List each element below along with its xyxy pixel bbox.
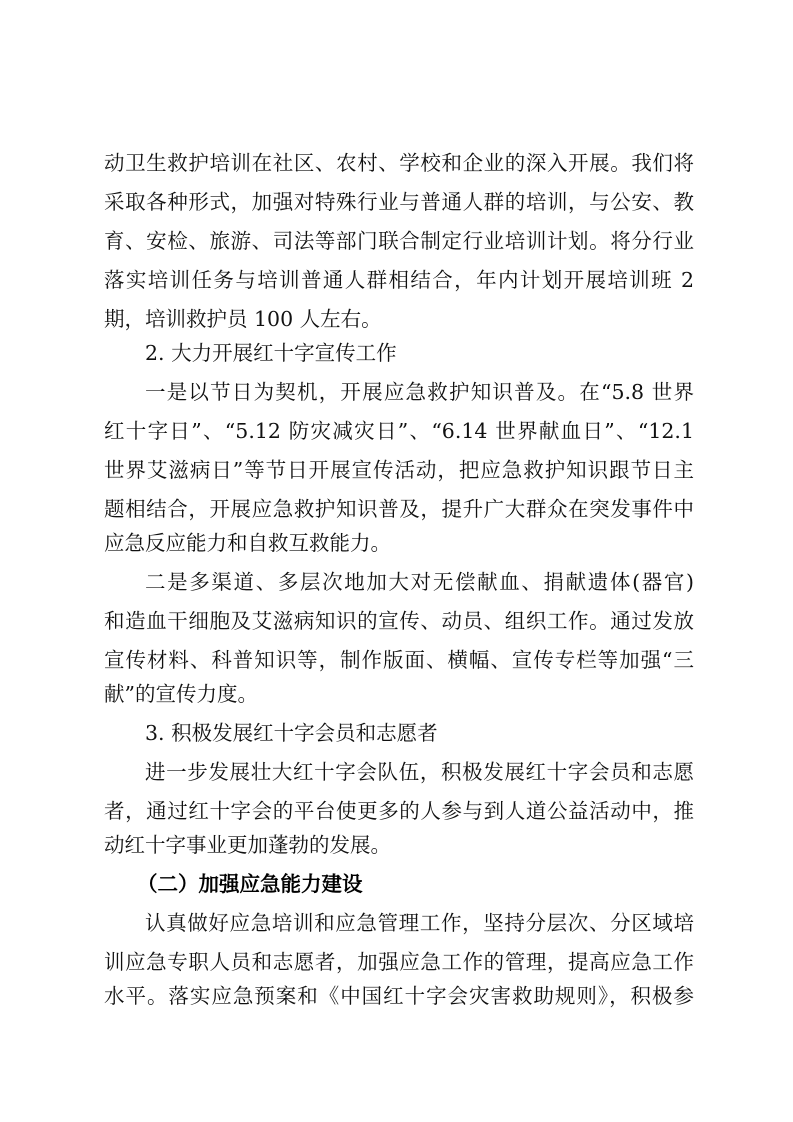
body-text-line: 动红十字事业更加蓬勃的发展。	[104, 833, 391, 857]
body-text-line: 献”的宣传力度。	[104, 682, 258, 706]
section-heading: （二）加强应急能力建设	[137, 872, 363, 896]
body-text-line: 宣传材料、科普知识等，制作版面、横幅、宣传专栏等加强“三	[104, 648, 694, 672]
body-text-line: 一是以节日为契机，开展应急救护知识普及。在“5.8 世界	[145, 380, 694, 404]
subsection-heading: 3. 积极发展红十字会员和志愿者	[145, 721, 438, 745]
body-text-line: 训应急专职人员和志愿者，加强应急工作的管理，提高应急工作	[104, 950, 694, 974]
body-text-line: 红十字日”、“5.12 防灾减灾日”、“6.14 世界献血日”、“12.1	[104, 419, 694, 443]
body-text-line: 者，通过红十字会的平台使更多的人参与到人道公益活动中，推	[104, 799, 694, 823]
body-text-line: 期，培训救护员 100 人左右。	[104, 307, 382, 331]
body-text-line: 题相结合，开展应急救护知识普及，提升广大群众在突发事件中	[104, 497, 694, 521]
body-text-line: 落实培训任务与培训普通人群相结合，年内计划开展培训班 2	[104, 268, 694, 292]
body-text-line: 水平。落实应急预案和《中国红十字会灾害救助规则》，积极参	[104, 984, 694, 1008]
body-text-line: 和造血干细胞及艾滋病知识的宣传、动员、组织工作。通过发放	[104, 609, 694, 633]
body-text-line: 认真做好应急培训和应急管理工作，坚持分层次、分区域培	[145, 911, 694, 935]
body-text-line: 世界艾滋病日”等节日开展宣传活动，把应急救护知识跟节日主	[104, 458, 694, 482]
body-text-line: 动卫生救护培训在社区、农村、学校和企业的深入开展。我们将	[104, 151, 694, 175]
body-text-line: 育、安检、旅游、司法等部门联合制定行业培训计划。将分行业	[104, 229, 694, 253]
body-text-line: 应急反应能力和自救互救能力。	[104, 531, 391, 555]
body-text-line: 进一步发展壮大红十字会队伍，积极发展红十字会员和志愿	[145, 760, 694, 784]
body-text-line: 二是多渠道、多层次地加大对无偿献血、捐献遗体(器官)	[145, 570, 694, 594]
body-text-line: 采取各种形式，加强对特殊行业与普通人群的培训，与公安、教	[104, 190, 694, 214]
subsection-heading: 2. 大力开展红十字宣传工作	[145, 341, 397, 365]
